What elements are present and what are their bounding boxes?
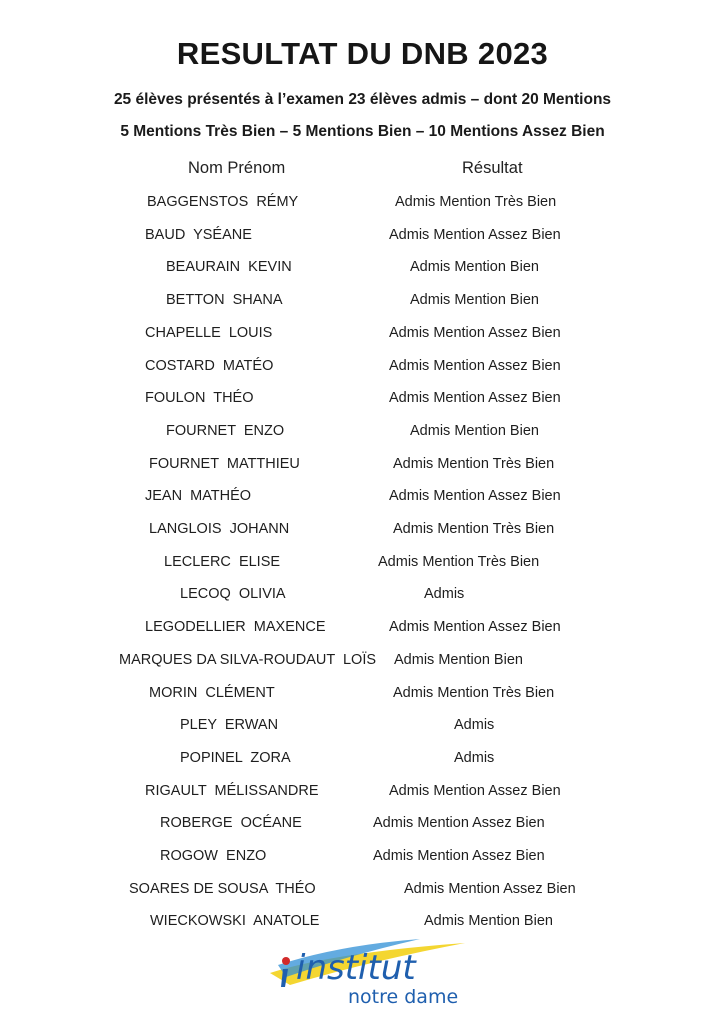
student-name: LANGLOIS JOHANN (149, 521, 290, 537)
student-name: FOURNET ENZO (166, 422, 285, 439)
page-title: RESULTAT DU DNB 2023 (176, 36, 549, 71)
logo-figure-red-icon (282, 957, 290, 965)
logo-text-institut: institut (296, 948, 416, 988)
student-name: MARQUES DA SILVA-ROUDAUT LOÏS (119, 651, 377, 668)
student-name: LECLERC ELISE (164, 553, 281, 570)
student-name: LECOQ OLIVIA (180, 586, 286, 603)
student-name: COSTARD MATÉO (145, 357, 274, 374)
student-name: LEGODELLIER MAXENCE (145, 619, 326, 636)
result-row (0, 783, 725, 813)
student-result: Admis Mention Bien (410, 259, 539, 276)
result-row (0, 325, 725, 355)
result-row (0, 619, 725, 649)
student-result: Admis Mention Très Bien (378, 553, 540, 570)
institut-notre-dame-logo (250, 935, 480, 1015)
result-row (0, 358, 725, 388)
student-result: Admis Mention Assez Bien (373, 815, 545, 832)
student-name: POPINEL ZORA (180, 749, 291, 766)
student-name: BEAURAIN KEVIN (166, 259, 292, 276)
student-name: ROGOW ENZO (160, 848, 267, 864)
result-row (0, 456, 725, 486)
result-row (0, 488, 725, 518)
student-result: Admis Mention Très Bien (393, 684, 555, 701)
student-name: SOARES DE SOUSA THÉO (129, 880, 316, 897)
student-result: Admis (424, 586, 465, 603)
result-row (0, 259, 725, 289)
student-name: CHAPELLE LOUIS (145, 324, 273, 341)
result-row (0, 194, 725, 224)
result-row (0, 521, 725, 551)
student-name: BAGGENSTOS RÉMY (147, 194, 299, 210)
student-result: Admis Mention Assez Bien (389, 782, 561, 799)
student-name: ROBERGE OCÉANE (160, 815, 302, 832)
summary-mentions: 5 Mentions Très Bien – 5 Mentions Bien – 10 Mentions Assez Bien (120, 123, 605, 140)
student-name: JEAN MATHÉO (145, 488, 252, 505)
column-header-result: Résultat (462, 159, 523, 177)
result-row (0, 685, 725, 715)
result-row (0, 390, 725, 420)
result-row (0, 652, 725, 682)
column-header-name: Nom Prénom (188, 159, 286, 177)
student-name: FOURNET MATTHIEU (149, 455, 300, 472)
student-result: Admis Mention Très Bien (393, 521, 555, 537)
student-result: Admis Mention Assez Bien (389, 619, 561, 636)
result-row (0, 423, 725, 453)
student-name: FOULON THÉO (145, 390, 254, 407)
student-result: Admis Mention Très Bien (393, 455, 555, 472)
summary-admissions: 25 élèves présentés à l’examen 23 élèves admis – dont 20 Mentions (113, 91, 612, 108)
result-row (0, 717, 725, 747)
student-result: Admis Mention Bien (424, 913, 553, 930)
student-result: Admis Mention Très Bien (395, 194, 557, 210)
result-row (0, 554, 725, 584)
student-name: RIGAULT MÉLISSANDRE (145, 782, 319, 799)
student-name: BETTON SHANA (166, 292, 283, 309)
logo-text-notre-dame: notre dame (348, 986, 459, 1008)
student-name: BAUD YSÉANE (145, 226, 252, 243)
student-result: Admis Mention Assez Bien (389, 488, 561, 505)
result-row (0, 292, 725, 322)
result-row (0, 848, 725, 878)
result-row (0, 815, 725, 845)
student-result: Admis Mention Bien (410, 292, 539, 309)
result-row (0, 586, 725, 616)
student-name: WIECKOWSKI ANATOLE (150, 913, 320, 930)
student-result: Admis (454, 717, 495, 734)
student-result: Admis Mention Assez Bien (389, 357, 561, 374)
student-result: Admis Mention Assez Bien (373, 848, 545, 864)
student-result: Admis Mention Assez Bien (389, 390, 561, 407)
student-result: Admis Mention Assez Bien (404, 880, 576, 897)
student-result: Admis Mention Bien (410, 422, 539, 439)
student-result: Admis (454, 749, 495, 766)
result-row (0, 881, 725, 911)
student-name: MORIN CLÉMENT (149, 684, 275, 701)
student-name: PLEY ERWAN (180, 717, 279, 734)
result-row (0, 750, 725, 780)
result-row (0, 227, 725, 257)
student-result: Admis Mention Assez Bien (389, 226, 561, 243)
student-result: Admis Mention Bien (394, 651, 523, 668)
student-result: Admis Mention Assez Bien (389, 324, 561, 341)
